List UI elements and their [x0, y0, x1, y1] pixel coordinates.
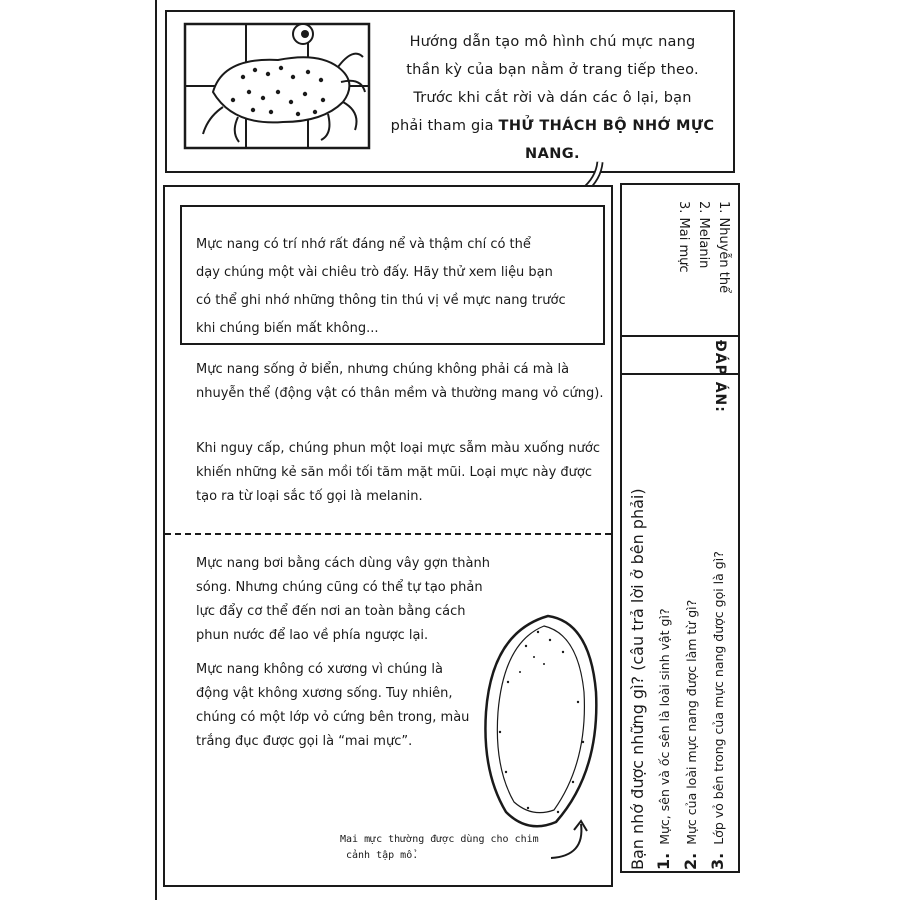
- intro-line-3: Trước khi cắt rời và dán các ô lại, bạn: [413, 90, 692, 106]
- memory-line-4: khi chúng biến mất không...: [196, 321, 379, 336]
- memory-line-1: Mực nang có trí nhớ rất đáng nể và thậm chí có thể: [196, 237, 531, 252]
- quiz-question-1-number: 1.: [654, 852, 673, 870]
- intro-line-4-prefix: phải tham gia: [390, 118, 499, 134]
- paragraph-habitat: Mực nang sống ở biển, nhưng chúng không phải cá mà là nhuyễn thể (động vật có thân mềm và thường mang vỏ cứng).: [196, 362, 604, 401]
- quiz-question-3-text: Lớp vỏ bên trong của mực nang được gọi là gì?: [711, 551, 726, 845]
- paragraph-cuttlebone: Mực nang không có xương vì chúng là động vật không xương sống. Tuy nhiên, chúng có một lớp vỏ cứng bên trong, màu trắng đục được gọi là “mai mực”.: [196, 662, 470, 749]
- quiz-question-2-number: 2.: [681, 852, 700, 870]
- cut-line-divider: [165, 533, 611, 535]
- memory-line-2: dạy chúng một vài chiêu trò đấy. Hãy thử xem liệu bạn: [196, 265, 553, 280]
- intro-text: [385, 28, 720, 168]
- quiz-question-3: [705, 400, 732, 870]
- answer-item-1: 1. Nhuyễn thể: [716, 201, 731, 294]
- memory-line-3: có thể ghi nhớ những thông tin thú vị về mực nang trước: [196, 293, 566, 308]
- quiz-question-1: [651, 400, 678, 870]
- quiz-question-2-text: Mực của loài mực nang được làm từ gì?: [684, 599, 699, 845]
- cuttlefish-puzzle-illustration: [183, 22, 371, 150]
- cuttlebone-illustration: [478, 612, 603, 832]
- quiz-title: Bạn nhớ được những gì? (câu trả lời ở bên phải): [628, 488, 647, 870]
- intro-line-1: Hướng dẫn tạo mô hình chú mực nang: [409, 34, 696, 50]
- answer-list: [673, 201, 733, 331]
- answer-label: ĐÁP ÁN:: [712, 340, 728, 413]
- quiz-questions: [625, 400, 732, 870]
- answer-item-3: 3. Mai mực: [676, 201, 691, 273]
- paragraph-ink: Khi nguy cấp, chúng phun một loại mực sẫm màu xuống nước khiến những kẻ săn mồi tối tăm mặt mũi. Loại mực này được tạo ra từ loại sắc tố gọi là melanin.: [196, 441, 600, 504]
- quiz-question-1-text: Mực, sên và ốc sên là loài sinh vật gì?: [657, 608, 672, 845]
- intro-line-2: thần kỳ của bạn nằm ở trang tiếp theo.: [406, 62, 699, 78]
- caption-line-2: cảnh tập mổ.: [346, 850, 419, 861]
- quiz-question-3-number: 3.: [708, 852, 727, 870]
- memory-challenge-title: THỬ THÁCH BỘ NHỚ MỰC NANG.: [498, 118, 715, 162]
- answer-item-2: 2. Melanin: [696, 201, 711, 269]
- caption-line-1: Mai mực thường được dùng cho chim: [340, 834, 539, 845]
- answer-divider-top: [620, 335, 740, 337]
- cuttlebone-caption: [340, 832, 560, 864]
- quiz-question-2: [678, 400, 705, 870]
- paragraph-swimming: Mực nang bơi bằng cách dùng vây gợn thành sóng. Nhưng chúng cũng có thể tự tạo phản lực đẩy cơ thể đến nơi an toàn bằng cách phun nước để lao về phía ngược lại.: [196, 556, 490, 643]
- memory-text: [196, 231, 596, 343]
